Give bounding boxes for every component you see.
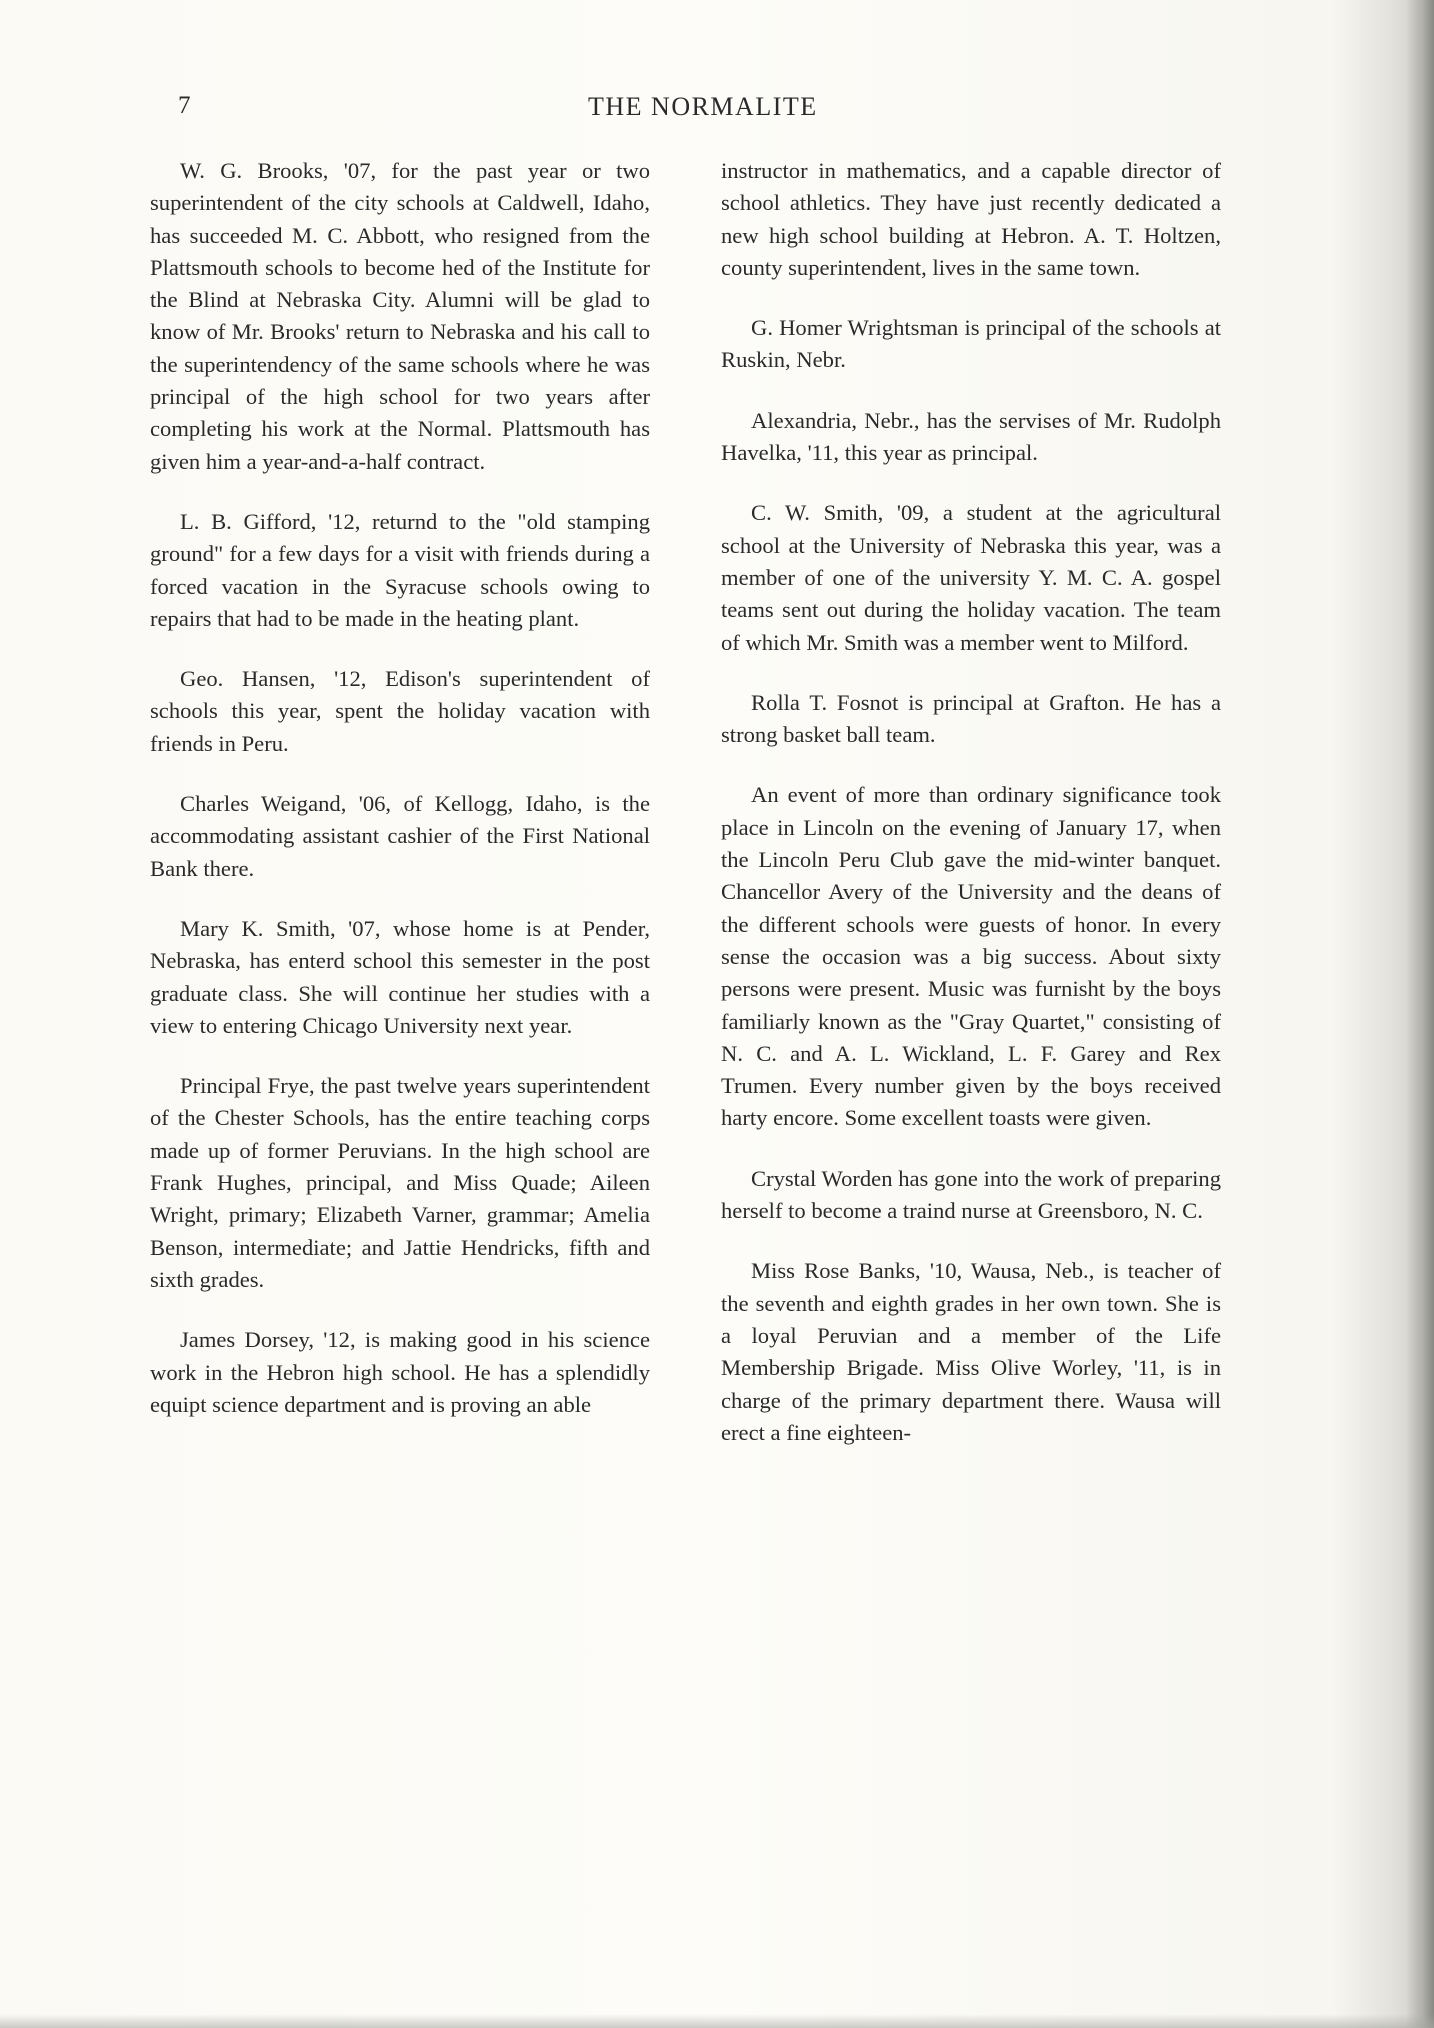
news-item: L. B. Gifford, '12, returnd to the "old stamping ground" for a few days for a visit with friends during a forced vacation in the Syracuse schools owing to repairs that had to be made in the heating plant.	[150, 508, 650, 631]
news-item: Crystal Worden has gone into the work of preparing herself to become a traind nurse at Greensboro, N. C.	[721, 1165, 1221, 1224]
news-item: Miss Rose Banks, '10, Wausa, Neb., is teacher of the seventh and eighth grades in her own town. She is a loyal Peruvian and a member of the Life Membership Brigade. Miss Olive Worley, '11, is in charge of the primary department there. Wausa will erect a fine eighteen-	[721, 1258, 1221, 1445]
right-column	[721, 155, 1221, 1477]
news-item: Geo. Hansen, '12, Edison's superintendent of schools this year, spent the holiday vacation with friends in Peru.	[150, 666, 650, 756]
news-item: James Dorsey, '12, is making good in his science work in the Hebron high school. He has a splendidly equipt science department and is proving an able	[150, 1327, 650, 1417]
news-item: Principal Frye, the past twelve years superintendent of the Chester Schools, has the entire teaching corps made up of former Peruvians. In the high school are Frank Hughes, principal, and Miss Quade; Aileen Wright, primary; Elizabeth Varner, grammar; Amelia Benson, intermediate; and Jattie Hendricks, fifth and sixth grades.	[150, 1073, 650, 1292]
news-item-continued: instructor in mathematics, and a capable director of school athletics. They have just recently dedicated a new high school building at Hebron. A. T. Holtzen, county superintendent, lives in the same town.	[721, 158, 1221, 280]
page-header	[178, 92, 1278, 132]
page-edge-shadow	[1406, 0, 1434, 2028]
page-bottom-shadow	[0, 2014, 1434, 2028]
running-title: THE NORMALITE	[588, 92, 818, 121]
page-number: 7	[178, 92, 192, 119]
news-item: G. Homer Wrightsman is principal of the schools at Ruskin, Nebr.	[721, 315, 1221, 373]
news-item: C. W. Smith, '09, a student at the agricultural school at the University of Nebraska this year, was a member of one of the university Y. M. C. A. gospel teams sent out during the holiday vacation. The team of which Mr. Smith was a member went to Milford.	[721, 500, 1221, 655]
news-item: Mary K. Smith, '07, whose home is at Pender, Nebraska, has enterd school this semester in the post graduate class. She will continue her studies with a view to entering Chicago University next year.	[150, 915, 650, 1038]
news-item: Alexandria, Nebr., has the servises of Mr. Rudolph Havelka, '11, this year as principal.	[721, 407, 1221, 466]
news-item: W. G. Brooks, '07, for the past year or two superintendent of the city schools at Caldwell, Idaho, has succeeded M. C. Abbott, who resigned from the Plattsmouth schools to become hed of the Institute for the Blind at Nebraska City. Alumni will be glad to know of Mr. Brooks' return to Nebraska and his call to the superintendency of the same schools where he was principal of the high school for two years after completing his work at the Normal. Plattsmouth has given him a year-and-a-half contract.	[150, 158, 650, 474]
news-item: An event of more than ordinary significance took place in Lincoln on the evening of January 17, when the Lincoln Peru Club gave the mid-winter banquet. Chancellor Avery of the University and the deans of the different schools were guests of honor. In every sense the occasion was a big success. About sixty persons were present. Music was furnisht by the boys familiarly known as the "Gray Quartet," consisting of N. C. and A. L. Wickland, L. F. Garey and Rex Trumen. Every number given by the boys received harty encore. Some excellent toasts were given.	[721, 782, 1221, 1131]
left-column	[150, 155, 650, 1449]
news-item: Rolla T. Fosnot is principal at Grafton. He has a strong basket ball team.	[721, 689, 1221, 748]
news-item: Charles Weigand, '06, of Kellogg, Idaho, is the accommodating assistant cashier of the First National Bank there.	[150, 791, 650, 881]
